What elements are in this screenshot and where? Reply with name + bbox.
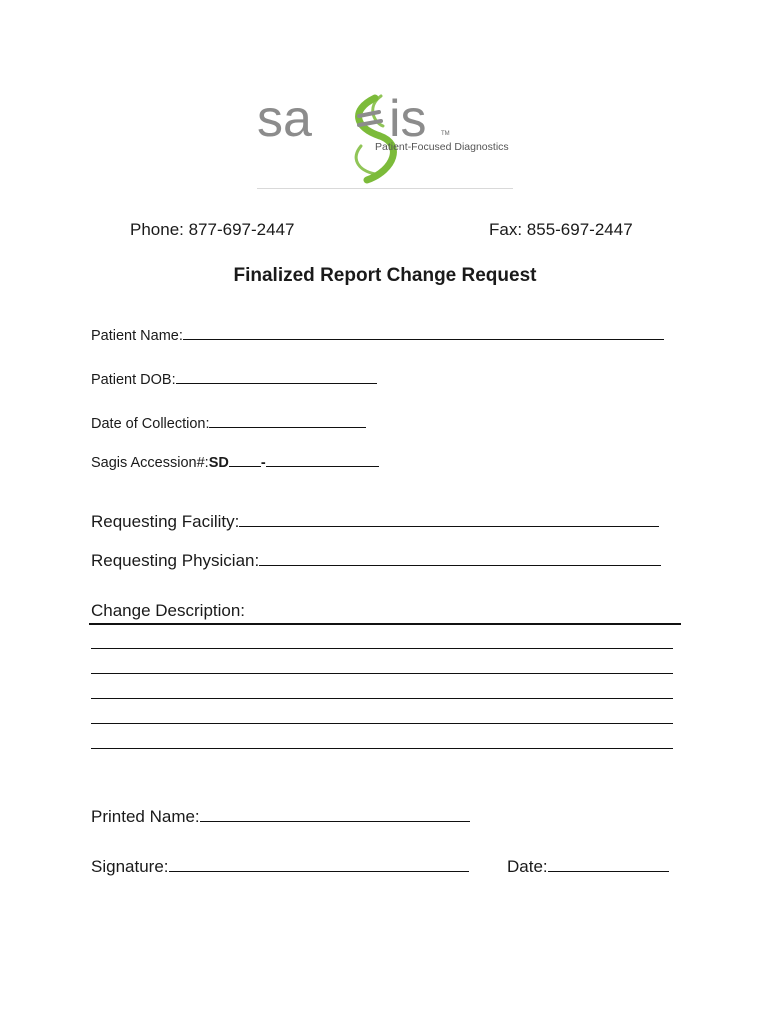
- accession-label: Sagis Accession#:: [91, 455, 209, 471]
- logo-tagline: Patient-Focused Diagnostics: [375, 141, 509, 153]
- signature-field: [91, 857, 469, 877]
- change-description-line-4[interactable]: [91, 698, 673, 699]
- date-field: [507, 857, 669, 877]
- patient-name-label: Patient Name:: [91, 328, 183, 344]
- requesting-physician-input-line[interactable]: [259, 564, 661, 566]
- patient-name-field: [91, 328, 664, 344]
- change-description-line-1[interactable]: [89, 623, 681, 625]
- logo-wordmark-left: sa: [257, 90, 312, 148]
- requesting-facility-input-line[interactable]: [239, 525, 659, 527]
- change-description-line-3[interactable]: [91, 673, 673, 674]
- change-description-label: Change Description:: [91, 601, 246, 620]
- signature-label: Signature:: [91, 857, 169, 876]
- signature-input-line[interactable]: [169, 870, 469, 872]
- patient-dob-label: Patient DOB:: [91, 372, 176, 388]
- logo-graphic: [255, 88, 515, 190]
- requesting-physician-label: Requesting Physician:: [91, 551, 260, 570]
- change-description-field: [91, 601, 245, 621]
- accession-prefix: SD: [208, 455, 229, 471]
- accession-dash: -: [260, 455, 266, 471]
- date-input-line[interactable]: [548, 870, 669, 872]
- patient-name-input-line[interactable]: [183, 338, 664, 340]
- requesting-physician-field: [91, 551, 661, 571]
- date-of-collection-input-line[interactable]: [209, 426, 366, 428]
- accession-part1-line[interactable]: [229, 465, 261, 467]
- page-title: Finalized Report Change Request: [233, 265, 537, 286]
- patient-dob-field: [91, 372, 377, 388]
- logo-tm: TM: [441, 131, 450, 137]
- requesting-facility-field: [91, 512, 659, 532]
- logo-divider: [257, 188, 513, 189]
- change-description-line-6[interactable]: [91, 748, 673, 749]
- fax-number: Fax: 855-697-2447: [489, 220, 633, 239]
- date-of-collection-label: Date of Collection:: [91, 416, 210, 432]
- accession-part2-line[interactable]: [266, 465, 379, 467]
- printed-name-input-line[interactable]: [200, 820, 470, 822]
- sagis-logo: [255, 88, 515, 190]
- accession-field: [91, 455, 379, 471]
- printed-name-label: Printed Name:: [91, 807, 200, 826]
- patient-dob-input-line[interactable]: [176, 382, 377, 384]
- requesting-facility-label: Requesting Facility:: [91, 512, 240, 531]
- printed-name-field: [91, 807, 470, 827]
- date-label: Date:: [507, 857, 548, 876]
- change-description-line-2[interactable]: [91, 648, 673, 649]
- logo-wordmark-right: is: [389, 90, 427, 148]
- change-description-line-5[interactable]: [91, 723, 673, 724]
- date-of-collection-field: [91, 416, 366, 432]
- phone-number: Phone: 877-697-2447: [130, 220, 295, 239]
